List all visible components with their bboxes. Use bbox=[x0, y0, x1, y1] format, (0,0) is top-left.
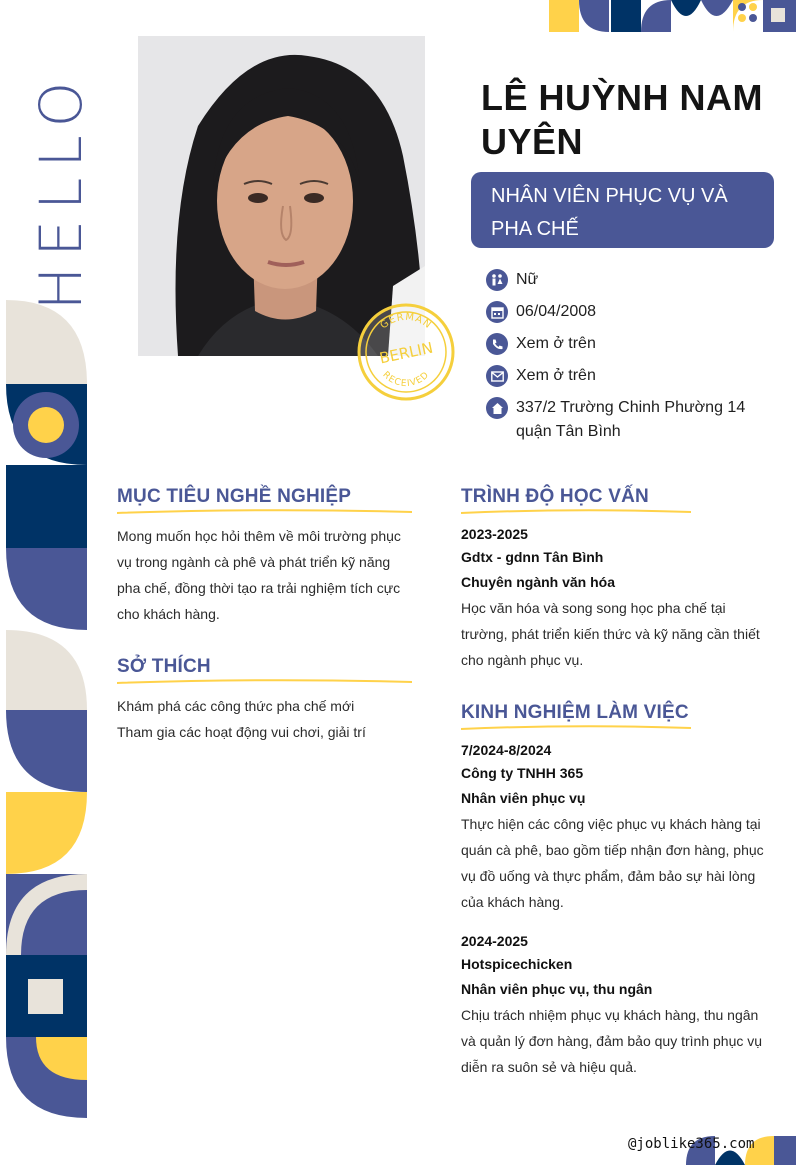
job-1-company: Công ty TNHH 365 bbox=[461, 765, 584, 781]
name-line-2: UYÊN bbox=[481, 121, 584, 162]
job-1-position: Nhân viên phục vụ bbox=[461, 790, 586, 806]
objective-line: cho khách hàng. bbox=[117, 606, 220, 622]
phone-value: Xem ở trên bbox=[516, 335, 596, 352]
hobby-item: Tham gia các hoạt động vui chơi, giải trí bbox=[117, 724, 366, 740]
email-row bbox=[486, 365, 596, 388]
education-title: TRÌNH ĐỘ HỌC VẤN bbox=[461, 486, 649, 507]
calendar-icon bbox=[486, 301, 508, 323]
dob-row bbox=[486, 301, 596, 324]
stamp-top-text: GERMAN bbox=[378, 311, 434, 332]
education-period: 2023-2025 bbox=[461, 526, 528, 542]
job-line: Chịu trách nhiệm phục vụ khách hàng, thu ngân bbox=[461, 1007, 759, 1023]
gender-icon bbox=[486, 269, 508, 291]
address-value bbox=[516, 396, 745, 444]
job-2-period: 2024-2025 bbox=[461, 933, 528, 949]
home-icon bbox=[486, 397, 508, 419]
job-1-period: 7/2024-8/2024 bbox=[461, 742, 552, 758]
email-icon bbox=[486, 365, 508, 387]
job-line: và quản lý đơn hàng, đảm bảo quy trình phục vụ bbox=[461, 1033, 763, 1049]
phone-row bbox=[486, 333, 596, 356]
objective-text bbox=[117, 523, 411, 627]
experience-title: KINH NGHIỆM LÀM VIỆC bbox=[461, 702, 689, 723]
experience-underline bbox=[461, 724, 691, 732]
left-decoration bbox=[6, 300, 87, 1120]
education-school: Gdtx - gdnn Tân Bình bbox=[461, 549, 604, 565]
education-description bbox=[461, 595, 765, 673]
role-line-2: PHA CHẾ bbox=[491, 218, 579, 240]
education-major: Chuyên ngành văn hóa bbox=[461, 574, 616, 590]
hobbies-title: SỞ THÍCH bbox=[117, 656, 211, 677]
address-row bbox=[486, 397, 745, 444]
objective-underline bbox=[117, 508, 412, 516]
hobbies-underline bbox=[117, 678, 412, 686]
job-line: của khách hàng. bbox=[461, 894, 564, 910]
objective-line: Mong muốn học hỏi thêm về môi trường phục bbox=[117, 528, 401, 544]
objective-line: pha chế, đồng thời tạo ra trải nghiệm tích cực bbox=[117, 580, 401, 596]
hobbies-list bbox=[117, 693, 411, 745]
objective-line: vụ trong ngành cà phê và phát triển kỹ năng bbox=[117, 554, 391, 570]
job-line: vụ đồ uống và thực phẩm, đảm bảo sự hài lòng bbox=[461, 868, 756, 884]
job-line: Thực hiện các công việc phục vụ khách hàng tại bbox=[461, 816, 761, 832]
hello-text: HELLO bbox=[27, 71, 96, 311]
education-line: trường, phát triển kiến thức và kỹ năng cần thiết bbox=[461, 626, 760, 642]
hello-vertical-text bbox=[27, 60, 96, 322]
address-line-1: 337/2 Trường Chinh Phường 14 bbox=[516, 399, 746, 416]
education-underline bbox=[461, 508, 691, 516]
top-decoration bbox=[549, 0, 796, 32]
job-2-company: Hotspicechicken bbox=[461, 956, 573, 972]
job-line: diễn ra suôn sẻ và hiệu quả. bbox=[461, 1059, 637, 1075]
job-line: quán cà phê, bao gồm tiếp nhận đơn hàng, phục bbox=[461, 842, 764, 858]
job-2-description bbox=[461, 1002, 765, 1080]
website-footer: @joblike365.com bbox=[628, 1136, 755, 1152]
berlin-stamp bbox=[356, 302, 456, 402]
role-line-1: NHÂN VIÊN PHỤC VỤ VÀ bbox=[491, 185, 728, 207]
job-1-description bbox=[461, 811, 765, 915]
stamp-bottom-text: RECEIVED bbox=[380, 369, 432, 390]
job-title-box bbox=[471, 172, 774, 248]
stamp-center-text: BERLIN bbox=[377, 338, 435, 368]
gender-value: Nữ bbox=[516, 271, 539, 288]
gender-row bbox=[486, 269, 538, 292]
education-line: Học văn hóa và song song học pha chế tại bbox=[461, 600, 726, 616]
email-value: Xem ở trên bbox=[516, 367, 596, 384]
candidate-name bbox=[481, 76, 781, 164]
job-2-position: Nhân viên phục vụ, thu ngân bbox=[461, 981, 653, 997]
hobby-item: Khám phá các công thức pha chế mới bbox=[117, 698, 355, 714]
phone-icon bbox=[486, 333, 508, 355]
name-line-1: LÊ HUỲNH NAM bbox=[481, 77, 763, 118]
dob-value: 06/04/2008 bbox=[516, 303, 597, 320]
objective-title: MỤC TIÊU NGHỀ NGHIỆP bbox=[117, 486, 352, 507]
education-line: cho ngành phục vụ. bbox=[461, 652, 584, 668]
address-line-2: quận Tân Bình bbox=[516, 423, 621, 440]
